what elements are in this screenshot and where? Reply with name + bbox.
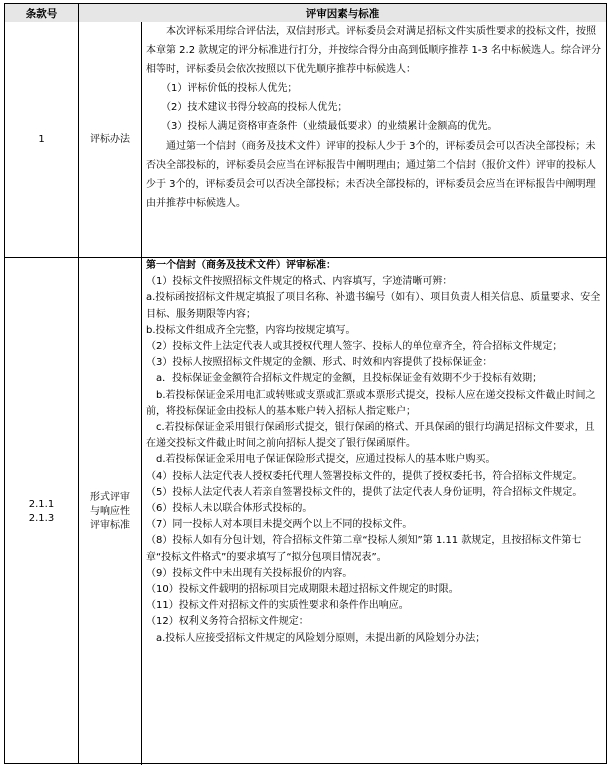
review-item bbox=[79, 258, 141, 765]
paragraph: （1）投标文件按照招标文件规定的格式、内容填写，字迹清晰可辨： bbox=[146, 276, 453, 288]
paragraph: （9）投标文件中未出现有关投标报价的内容。 bbox=[146, 567, 353, 579]
paragraph: （8）投标人如有分包计划，符合招标文件第二章“投标人须知”第 1.11 款规定，且按招标文件第七章“投标文件格式”的要求填写了“拟分包项目情况表”。 bbox=[146, 535, 582, 563]
paragraph: （6）投标人未以联合体形式投标的。 bbox=[146, 503, 313, 515]
review-item-text: 评标办法 bbox=[90, 133, 130, 145]
section-heading: 第一个信封（商务及技术文件）评审标准： bbox=[146, 260, 336, 271]
paragraph: （10）投标文件载明的招标项目完成期限未超过招标文件规定的时限。 bbox=[146, 584, 459, 596]
clause-number-text: 1 bbox=[38, 133, 45, 145]
paragraph: d.若投标保证金采用电子保证保险形式提交，应通过投标人的基本账户购买。 bbox=[156, 454, 496, 466]
paragraph: （2）技术建议书得分较高的投标人优先； bbox=[161, 102, 348, 114]
paragraph: （4）投标人法定代表人授权委托代理人签署投标文件的，提供了授权委托书，符合招标文件规定。 bbox=[146, 470, 583, 482]
header-clause-no: 条款号 bbox=[5, 4, 78, 22]
paragraph: （1）评标价低的投标人优先； bbox=[161, 83, 298, 95]
clause-number-text: 2.1.3 bbox=[28, 512, 55, 524]
paragraph: b.若投标保证金采用电汇或转账或支票或汇票或本票形式提交，投标人应在递交投标文件截止时间之前，将投标保证金由投标人的基本账户转入招标人指定账户； bbox=[146, 389, 596, 417]
review-item-text: 评审标准 bbox=[90, 519, 130, 531]
paragraph: （3）投标人满足资格审查条件（业绩最低要求）的业绩累计金额高的优先。 bbox=[161, 121, 498, 133]
paragraph: a.投标人应接受招标文件规定的风险划分原则，未提出新的风险划分办法； bbox=[156, 632, 486, 644]
paragraph: （3）投标人按照招标文件规定的金额、形式、时效和内容提供了投标保证金： bbox=[146, 357, 493, 369]
review-item-text: 形式评审 bbox=[90, 491, 130, 503]
criteria-text bbox=[146, 22, 602, 213]
paragraph: b.投标文件组成齐全完整，内容均按规定填写。 bbox=[146, 324, 356, 336]
paragraph: （7）同一投标人对本项目未提交两个以上不同的投标文件。 bbox=[146, 519, 413, 531]
paragraph: c.若投标保证金采用银行保函形式提交，银行保函的格式、开具保函的银行均满足招标文件要求，且在递交投标文件截止时间之前向招标人提交了银行保函原件。 bbox=[146, 422, 595, 450]
paragraph: （5）投标人法定代表人若亲自签署投标文件的，提供了法定代表人身份证明，符合招标文件规定。 bbox=[146, 486, 583, 498]
review-item bbox=[79, 22, 141, 257]
clause-number bbox=[5, 258, 78, 765]
paragraph: a．投标保证金金额符合招标文件规定的金额，且投标保证金有效期不少于投标有效期； bbox=[156, 373, 543, 385]
evaluation-table bbox=[4, 3, 607, 764]
column-divider bbox=[141, 22, 142, 765]
paragraph: 本次评标采用综合评估法，双信封形式。评标委员会对满足招标文件实质性要求的投标文件，按照本章第 2.2 款规定的评分标准进行打分，并按综合得分由高到低顺序推荐 1-3 名中标候选人。综合评分相等时，评标委员会依次按照以下优先顺序推荐中标候选人： bbox=[146, 26, 601, 76]
clause-number-text: 2.1.1 bbox=[28, 498, 55, 510]
paragraph: a.投标函按招标文件规定填报了项目名称、补遗书编号（如有）、项目负责人相关信息、质量要求、安全目标、服务期限等内容； bbox=[146, 292, 601, 320]
paragraph: 通过第一个信封（商务及技术文件）评审的投标人少于 3个的，评标委员会可以否决全部投标；未否决全部投标的，评标委员会应当在评标报告中阐明理由；通过第二个信封（报价文件）评审的投标人少于 3个的，评标委员会可以否决全部投标；未否决全部投标的，评标委员会应当在评标报告中阐明理由并推荐中标候选人。 bbox=[146, 140, 596, 209]
criteria-text bbox=[146, 258, 602, 647]
clause-number bbox=[5, 22, 78, 257]
header-criteria: 评审因素与标准 bbox=[79, 4, 606, 22]
review-item-text: 与响应性 bbox=[90, 505, 130, 517]
paragraph: （2）投标文件上法定代表人或其授权代理人签字、投标人的单位章齐全，符合招标文件规定； bbox=[146, 341, 563, 353]
paragraph: （12）权利义务符合招标文件规定： bbox=[146, 616, 309, 628]
paragraph: （11）投标文件对招标文件的实质性要求和条件作出响应。 bbox=[146, 600, 409, 612]
